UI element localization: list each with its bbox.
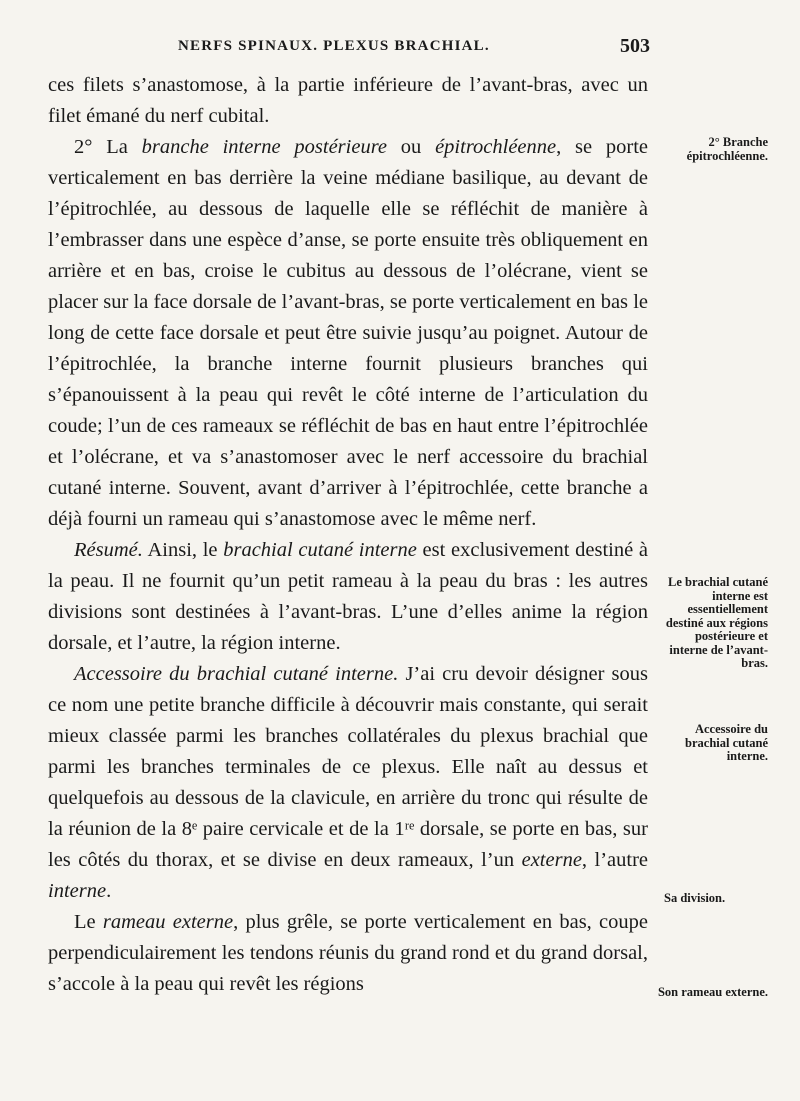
paragraph-4: Accessoire du brachial cutané interne. J’ai cru devoir désigner sous ce nom une petite branche difficile à découvrir mais constante, qui serait mieux classée parmi les branches collatérales du plexus brachial que parmi les branches terminales de ce plexus. Elle naît au dessus et quelquefois au dessous de la clavicule, en arrière du tronc qui résulte de la réunion de la 8ᵉ paire cervicale et de la 1ʳᵉ dorsale, se porte en bas, sur les côtés du thorax, et se divise en deux rameaux, l’un externe, l’autre interne.: [48, 663, 648, 902]
italic-term: rameau externe: [102, 911, 234, 933]
margin-note-accessoire: Accessoire du brachial cutané interne.: [685, 722, 768, 763]
italic-term: externe: [521, 849, 582, 871]
paragraph-5: Le rameau externe, plus grêle, se porte verticalement en bas, coupe perpendiculairement les tendons réunis du grand rond et du grand dorsal, s’accole à la peau qui revêt les régions: [48, 911, 648, 995]
italic-term: épitrochléenne: [435, 136, 557, 158]
running-title: NERFS SPINAUX. PLEXUS BRACHIAL.: [178, 38, 490, 54]
page-number: 503: [620, 35, 650, 57]
italic-term: brachial cutané interne: [223, 539, 417, 561]
body-text: [48, 70, 648, 1000]
paragraph-1: ces filets s’anastomose, à la partie inférieure de l’avant-bras, avec un filet émané du nerf cubital.: [48, 74, 648, 127]
margin-note-rameau-externe: Son rameau externe.: [657, 985, 768, 999]
italic-term: interne: [48, 880, 107, 902]
margin-note-brachial-cutane: Le brachial cutané interne est essentiellement destiné aux régions postérieure et interne de l’avant-bras.: [665, 575, 768, 670]
section-heading-accessoire: Accessoire du brachial cutané interne.: [74, 663, 399, 685]
section-heading-resume: Résumé.: [74, 539, 143, 561]
margin-note-branche: 2° Branche épitrochléenne.: [686, 135, 768, 163]
paragraph-3: Résumé. Ainsi, le brachial cutané interne est exclusivement destiné à la peau. Il ne fournit qu’un petit rameau à la peau du bras : les autres divisions sont destinées à l’avant-bras. L’une d’elles anime la région dorsale, et l’autre, la région interne.: [48, 539, 648, 654]
page-header: [48, 35, 650, 62]
margin-note-division: Sa division.: [664, 891, 726, 905]
italic-term: branche interne postérieure: [141, 136, 388, 158]
paragraph-2: 2° La branche interne postérieure ou épitrochléenne, se porte verticalement en bas derrière la veine médiane basilique, au devant de l’épitrochlée, au dessous de laquelle elle se réfléchit de manière à l’embrasser dans une espèce d’anse, se porte ensuite très obliquement en arrière et en bas, croise le cubitus au dessous de l’olécrane, vient se placer sur la face dorsale de l’avant-bras, se porte verticalement en bas le long de cette face dorsale et peut être suivie jusqu’au poignet. Autour de l’épitrochlée, la branche interne fournit plusieurs branches qui s’épanouissent à la peau qui revêt le côté interne de l’articulation du coude; l’un de ces rameaux se réfléchit de bas en haut entre l’épitrochlée et l’olécrane, et va s’anastomoser avec le nerf accessoire du brachial cutané interne. Souvent, avant d’arriver à l’épitrochlée, cette branche a déjà fourni un rameau qui s’anastomose avec le même nerf.: [48, 136, 649, 530]
